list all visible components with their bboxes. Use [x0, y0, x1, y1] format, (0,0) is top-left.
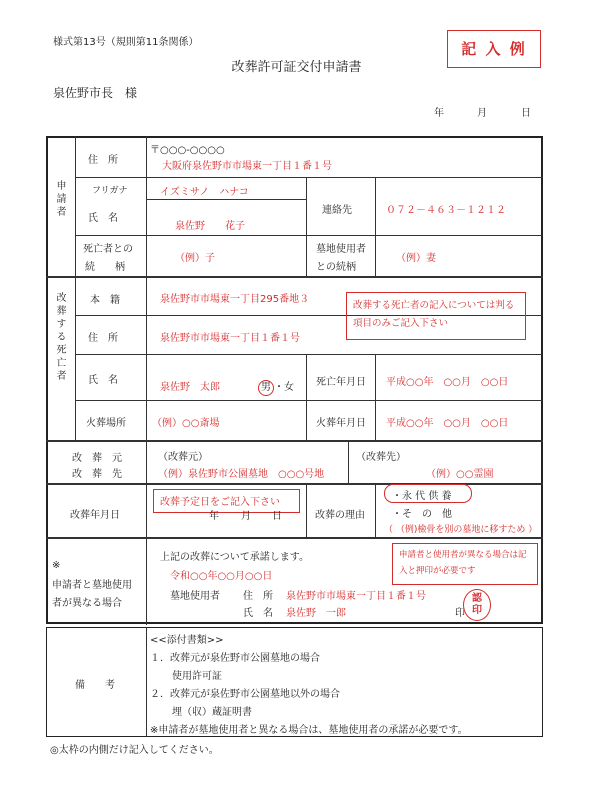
contact-label: 連絡先: [322, 205, 352, 216]
addressee: 泉佐野市長 様: [53, 86, 138, 100]
seal-stamp-text: 認印: [472, 593, 482, 616]
relation-label-1: 死亡者との: [83, 244, 133, 255]
honseki-label: 本 籍: [90, 295, 120, 306]
dest-hint: （改葬先）: [356, 452, 406, 463]
remarks-note: ※申請者が墓地使用者と異なる場合は、墓地使用者の承諾が必要です。: [150, 725, 468, 736]
applicant-postal[interactable]: 〒○○○-○○○○: [150, 145, 225, 156]
origin-value[interactable]: （例）泉佐野市公園墓地 ○○○号地: [158, 469, 325, 480]
consent-note: 申請者と使用者が異なる場合は記入と押印が必要です: [399, 550, 527, 576]
contact-phone[interactable]: ０７２－４６３－１２１２: [386, 205, 506, 216]
seal-label: 印: [455, 608, 465, 619]
deceased-name-label: 氏 名: [88, 375, 118, 386]
deceased-name[interactable]: 泉佐野 太郎: [160, 382, 220, 393]
footer-note: ◎太枠の内側だけ記入してください。: [50, 745, 219, 756]
reason-label: 改葬の理由: [315, 510, 365, 521]
reburial-date-day: 日: [272, 511, 282, 522]
reburial-date-year: 年: [209, 511, 219, 522]
user-relation-label-1: 墓地使用者: [316, 244, 366, 255]
date-day: 日: [521, 108, 531, 119]
sex-female[interactable]: 女: [284, 382, 294, 393]
consent-address[interactable]: 泉佐野市市場東一丁目１番１号: [286, 591, 426, 602]
consent-label-1: 申請者と墓地使用: [52, 580, 132, 591]
date-year: 年: [434, 108, 444, 119]
crem-date[interactable]: 平成○○年 ○○月 ○○日: [386, 418, 509, 429]
date-month: 月: [477, 108, 487, 119]
applicant-furigana[interactable]: イズミサノ ハナコ: [160, 187, 249, 198]
origin-hint: （改葬元）: [158, 452, 208, 463]
furigana-label: フリガナ: [92, 186, 128, 196]
death-date[interactable]: 平成○○年 ○○月 ○○日: [386, 377, 509, 388]
reason-option-1[interactable]: ・永 代 供 養: [392, 491, 452, 502]
deceased-address-label: 住 所: [88, 333, 118, 344]
deceased-address[interactable]: 泉佐野市市場東一丁目１番１号: [160, 333, 300, 344]
crem-place-label: 火葬場所: [86, 418, 126, 429]
grave-user-label: 墓地使用者: [170, 591, 220, 602]
page-title: 改葬許可証交付申請書: [231, 60, 362, 75]
remarks-heading: <<添付書類>>: [150, 635, 224, 646]
deceased-note-box: [346, 292, 526, 340]
sex-male-circled[interactable]: 男: [258, 380, 274, 396]
dest-label: 改 葬 先: [72, 469, 122, 480]
reburial-date-note: 改葬予定日をご記入下さい: [160, 497, 280, 508]
reburial-date-month: 月: [241, 511, 251, 522]
remarks-item-1-sub: 使用許可証: [172, 671, 222, 682]
reason-example[interactable]: （ （例)檢骨を別の墓地に移すため ）: [384, 525, 538, 535]
applicant-name-label: 氏 名: [88, 213, 118, 224]
consent-note-box: [392, 543, 538, 585]
applicant-address[interactable]: 大阪府泉佐野市市場東一丁目１番１号: [162, 161, 332, 172]
deceased-section-label: 改葬する死亡者: [54, 292, 65, 383]
remarks-item-2: ２．改葬元が泉佐野市公園墓地以外の場合: [150, 689, 340, 700]
remarks-item-2-sub: 埋（収）蔵証明書: [172, 707, 252, 718]
applicant-relation[interactable]: （例）子: [175, 253, 215, 264]
relation-label-2: 続 柄: [85, 262, 125, 273]
remarks-label: 備 考: [75, 680, 115, 691]
consent-name-label: 氏 名: [243, 608, 273, 619]
death-date-label: 死亡年月日: [316, 377, 366, 388]
consent-text: 上記の改葬について承諾します。: [160, 552, 309, 563]
deceased-honseki[interactable]: 泉佐野市市場東一丁目295番地３: [160, 294, 310, 305]
origin-label: 改 葬 元: [72, 453, 122, 464]
consent-mark: ※: [52, 560, 61, 571]
sex-selector[interactable]: 男 ・女: [258, 378, 294, 396]
crem-place[interactable]: （例）○○斎場: [152, 418, 220, 429]
seal-stamp: [463, 589, 491, 621]
applicant-section-label: 申請者: [54, 180, 65, 219]
crem-date-label: 火葬年月日: [316, 418, 366, 429]
reason-option-2[interactable]: ・そ の 他: [392, 509, 452, 520]
consent-name[interactable]: 泉佐野 一郎: [286, 608, 346, 619]
user-relation-label-2: との続柄: [316, 262, 356, 273]
consent-label-2: 者が異なる場合: [52, 598, 122, 609]
consent-address-label: 住 所: [243, 591, 273, 602]
form-number: 様式第13号（規則第11条関係）: [53, 37, 199, 48]
consent-date[interactable]: 令和○○年○○月○○日: [170, 571, 273, 582]
user-relation[interactable]: （例）妻: [396, 253, 436, 264]
dest-value[interactable]: （例）○○霊園: [426, 469, 494, 480]
applicant-name[interactable]: 泉佐野 花子: [175, 221, 245, 232]
applicant-address-label: 住 所: [88, 155, 118, 166]
reburial-date-label: 改葬年月日: [70, 510, 120, 521]
example-stamp: 記 入 例: [461, 40, 527, 58]
deceased-note: 改葬する死亡者の記入については判る項目のみご記入下さい: [353, 300, 515, 329]
remarks-item-1: １．改葬元が泉佐野市公園墓地の場合: [150, 653, 320, 664]
